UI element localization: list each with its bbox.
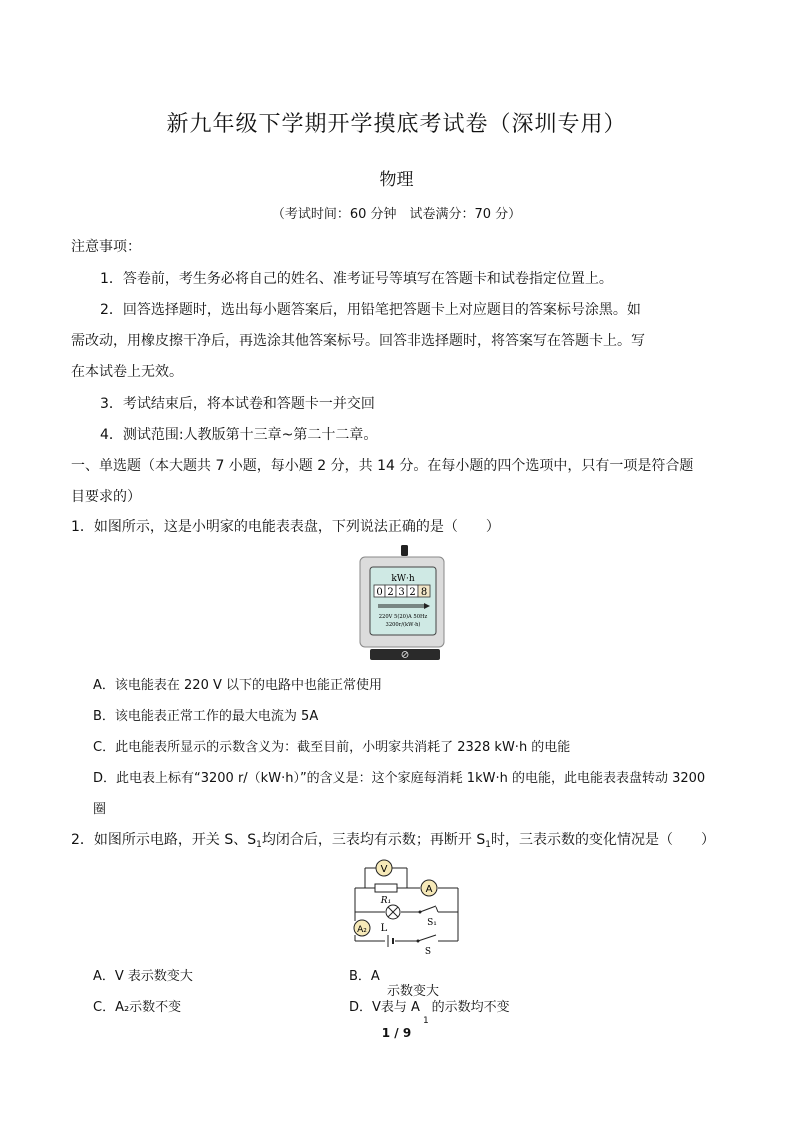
meter-unit: kW·h: [391, 574, 415, 584]
notes-item-2-line-3: 在本试卷上无效。: [71, 364, 183, 380]
ammeter-a1-label: A: [425, 884, 433, 895]
q2-stem-sub: 1: [256, 840, 262, 850]
q1-option-c: C．此电能表所显示的示数含义为：截至目前，小明家共消耗了 2328 kW·h 的电能: [93, 740, 571, 755]
meter-digit-box: [374, 585, 430, 598]
q2-option-d-pre: D．V表与 A: [349, 1000, 420, 1015]
q1-option-a: A．该电能表在 220 V 以下的电路中也能正常使用: [93, 678, 382, 693]
exam-info: （考试时间：60 分钟 试卷满分：70 分）: [271, 207, 522, 222]
q1-option-d-line-2: 圈: [93, 802, 107, 817]
q2-option-b-post: 示数变大: [387, 984, 440, 999]
q2-option-d-sub: 1: [422, 1016, 429, 1026]
subject-title: 物理: [379, 170, 414, 190]
notes-item-2-line-2: 需改动，用橡皮擦干净后，再选涂其他答案标号。回答非选择题时，将答案写在答题卡上。写: [71, 333, 645, 349]
ammeter-a2-label: A₂: [357, 925, 367, 935]
q1-stem: 1．如图所示，这是小明家的电能表表盘，下列说法正确的是（ ）: [71, 519, 500, 535]
q2-stem-pre: 2．如图所示电路，开关 S、S: [71, 832, 257, 848]
q2-option-c: C．A₂示数不变: [93, 1000, 182, 1015]
meter-hook: [401, 545, 408, 556]
q2-stem-sub: 1: [485, 840, 491, 850]
q2-option-d-post: 的示数均不变: [431, 1000, 510, 1015]
notes-heading: 注意事项：: [71, 239, 141, 255]
q2-option-b-pre: B．A: [349, 969, 380, 984]
meter-spec-2: 3200r/(kW·h): [385, 622, 421, 628]
section-heading-line-1: 一、单选题（本大题共 7 小题，每小题 2 分，共 14 分。在每小题的四个选项中，只有一项是符合题: [71, 458, 694, 474]
page-number: 1 / 9: [381, 1026, 412, 1040]
q2-option-a: A．V 表示数变大: [93, 969, 193, 984]
q2-stem-post: 时，三表示数的变化情况是（ ）: [490, 832, 715, 848]
switch-s1-icon: [420, 906, 436, 912]
circuit-diagram-figure: [350, 855, 465, 957]
q1-option-b: B．该电能表正常工作的最大电流为 5A: [93, 709, 319, 724]
switch-s1-label: S₁: [427, 918, 437, 928]
voltmeter-label: V: [380, 864, 388, 875]
switch-s-label: S: [424, 947, 432, 957]
notes-item-3: 3．考试结束后，将本试卷和答题卡一并交回: [100, 396, 375, 412]
meter-digit: 2: [409, 587, 416, 598]
meter-digit: 0: [376, 587, 383, 598]
meter-digit: 8: [420, 587, 428, 598]
meter-digit: 3: [398, 587, 405, 598]
meter-spec-1: 220V 5(20)A 50Hz: [378, 614, 428, 620]
notes-item-1: 1．答卷前，考生务必将自己的姓名、准考证号等填写在答题卡和试卷指定位置上。: [100, 271, 613, 287]
resistor-r1: [375, 884, 397, 892]
page-title: 新九年级下学期开学摸底考试卷（深圳专用）: [166, 112, 627, 137]
resistor-label: R₁: [380, 896, 392, 906]
notes-item-2-line-1: 2．回答选择题时，选出每小题答案后，用铅笔把答题卡上对应题目的答案标号涂黑。如: [100, 302, 641, 318]
lamp-label: L: [380, 923, 388, 934]
meter-digit: 2: [387, 587, 394, 598]
electric-meter-figure: [358, 543, 446, 663]
notes-item-4: 4．测试范围:人教版第十三章~第二十二章。: [100, 427, 378, 443]
switch-s-icon: [418, 935, 436, 941]
q2-stem: [71, 829, 715, 850]
section-heading-line-2: 目要求的）: [71, 489, 141, 505]
q2-option-d: [349, 996, 510, 1026]
q1-option-d-line-1: D．此电表上标有“3200 r/（kW·h）”的含义是：这个家庭每消耗 1kW·h 的电能，此电能表表盘转动 3200: [93, 771, 706, 786]
q2-stem-mid: 均闭合后，三表均有示数；再断开 S: [261, 832, 486, 848]
